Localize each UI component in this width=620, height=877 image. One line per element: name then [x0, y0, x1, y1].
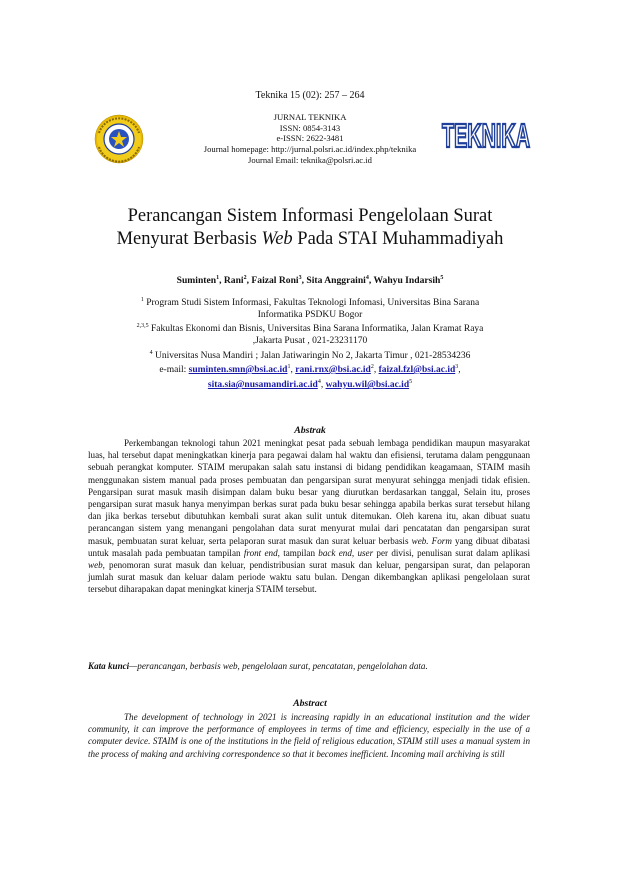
journal-email: Journal Email: teknika@polsri.ac.id: [248, 154, 372, 165]
abstract-heading: Abstract: [293, 698, 327, 709]
abstrak-body: Perkembangan teknologi tahun 2021 meningkat pesat pada sebuah lembaga pendidikan maupun masyarakat luas, hal tersebut dapat meningkatkan kinerja para pegawai dalam hal waktu dan efisiensi, terutama dalam penggunaan sebuah perangkat komputer. STAIM merupakan salah satu instansi di bidang pendidikan keagamaan, STAIM masih menggunakan sistem manual pada proses pembuatan dan pengarsipan surat menyurat sehingga menjadi tidak efisien. Pengarsipan surat masuk masih disimpan dalam buku besar yang diurutkan berdasarkan tanggal, Selain itu, proses pengarsipan surat masuk hanya menyimpan berkas surat pada buku besar sehingga apabila berkas surat tersebut hilang dan jika berkas tersebut dibutuhkan kembali surat akan sulit untuk ditemukan. Oleh karena itu, akan dibuat suatu perancangan sistem yang menangani pengolahan data surat menyurat mulai dari pencatatan dan pengarsipan surat masuk, pembuatan surat keluar, serta pelaporan surat masuk dan surat keluar berbasis web. Form yang dibuat dibatasi untuk masalah pada pembuatan tampilan front end, tampilan back end, user per divisi, penulisan surat dalam aplikasi web, penomoran surat masuk dan keluar, pendistribusian surat masuk dan keluar, pengarsipan surat, dan pelaporan jumlah surat masuk dan keluar dalam periode waktu satu bulan. Dengan dikembangkan aplikasi pengelolaan surat tersebut diharapakan dapat meningkat kinerja STAIM tersebut.: [88, 438, 531, 595]
journal-info: [200, 112, 420, 166]
journal-name: JURNAL TEKNIKA: [273, 112, 347, 122]
svg-text:TEKNIKA: TEKNIKA: [442, 117, 530, 154]
affiliation-3: $^4$ Universitas Nusa Mandiri ; Jalan Jatiwaringin No 2, Jakarta Timur , 021-28534236: [149, 350, 471, 362]
journal-eissn: e-ISSN: 2622-3481: [276, 133, 344, 144]
abstrak-heading: Abstrak: [294, 425, 326, 436]
affiliation-1: $^1$ Program Studi Sistem Informasi, Fakultas Teknologi Infomasi, Universitas Bina Sarana Informatika PSDKU Bogor: [140, 297, 480, 320]
title-line-1: Perancangan Sistem Informasi Pengelolaan Surat: [127, 206, 493, 226]
teknika-logo: [440, 115, 532, 155]
title-line-2: Menyurat Berbasis Web Pada STAI Muhammadiyah: [116, 229, 504, 249]
university-logo: [86, 113, 152, 165]
journal-homepage: Journal homepage: http://jurnal.polsri.ac.id/index.php/teknika: [203, 144, 417, 155]
email-link-3[interactable]: faizal.fzl@bsi.ac.id: [378, 365, 456, 376]
affiliation-2: $^{2,3,5}$ Fakultas Ekonomi dan Bisnis, Universitas Bina Sarana Informatika, Jalan Kramat Raya ,Jakarta Pusat , 021-23231170: [136, 323, 484, 346]
email-link-5[interactable]: wahyu.wil@bsi.ac.id: [325, 380, 410, 391]
email-link-2[interactable]: rani.rnx@bsi.ac.id: [295, 365, 371, 376]
university-logo-seal: [86, 113, 152, 165]
keywords: Kata kunci—perancangan, berbasis web, pengelolaan surat, pencatatan, pengelolahan data.: [88, 661, 428, 671]
journal-issn: ISSN: 0854-3143: [279, 122, 341, 133]
teknika-wordmark: [440, 115, 532, 155]
citation-line: Teknika 15 (02): 257 – 264: [255, 90, 365, 101]
paper-title: [60, 205, 560, 251]
email-link-4[interactable]: sita.sia@nusamandiri.ac.id: [207, 380, 318, 391]
abstract-body: The development of technology in 2021 is increasing rapidly in an educational institution and the wider community, it can improve the performance of employees in terms of time and efficiency, especially in the use of a computer device. STAIM is one of the institutions in the field of religious education, STAIM still uses a manual system in the process of making and archiving correspondence so that it becomes inefficient. Incoming mail archiving is still: [88, 712, 530, 759]
author-list: Suminten$^1$, Rani$^2$, Faizal Roni$^3$, Sita Anggraini$^4$, Wahyu Indarsih$^5$: [176, 275, 444, 287]
author-emails: e-mail: $suminten.smn@bsi.ac.id^1$, $rani.rnx@bsi.ac.id^2$, $faizal.fzl@bsi.ac.id^3$, $sita.sia@nusamandiri.ac.id^4$, $wahyu.wil@bsi.ac.id^5$: [159, 364, 461, 391]
email-link-1[interactable]: suminten.smn@bsi.ac.id: [188, 365, 288, 376]
